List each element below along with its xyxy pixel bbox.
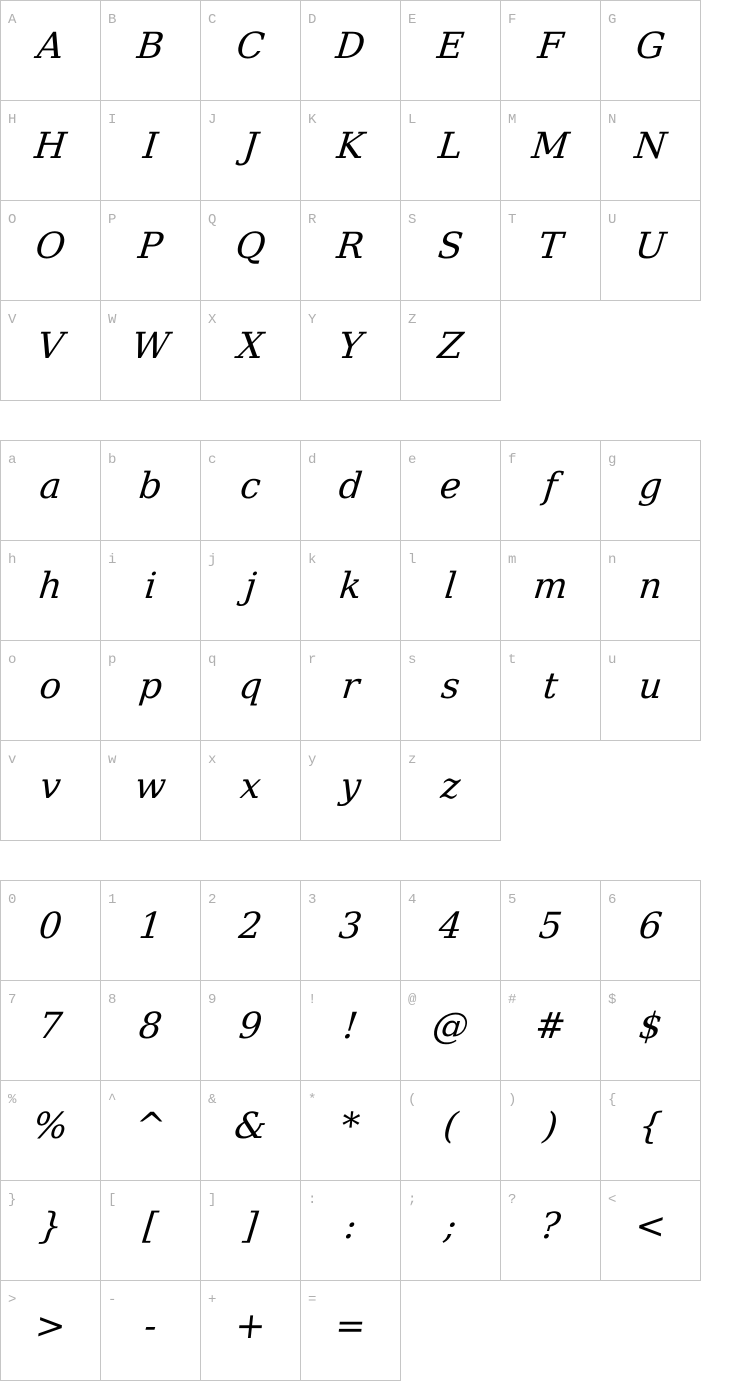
char-cell-lowercase-17 [301, 641, 401, 741]
character-code-label: M [508, 112, 517, 128]
handwritten-glyph: < [633, 1206, 668, 1247]
handwritten-glyph: C [234, 26, 267, 67]
character-code-label: Y [308, 312, 317, 328]
handwritten-glyph: x [238, 766, 263, 807]
character-code-label: W [108, 312, 117, 328]
character-code-label: n [608, 552, 617, 568]
handwritten-glyph: f [541, 466, 560, 507]
handwritten-glyph: 1 [136, 906, 165, 947]
character-code-label: A [8, 12, 17, 28]
character-code-label: $ [608, 992, 617, 1008]
character-code-label: & [208, 1092, 217, 1108]
char-cell-lowercase-25 [401, 741, 501, 841]
handwritten-glyph: 9 [236, 1006, 265, 1047]
char-cell-lowercase-13 [601, 541, 701, 641]
handwritten-glyph: I [141, 126, 160, 167]
character-code-label: < [608, 1192, 617, 1208]
char-cell-symbols-30 [201, 1281, 301, 1381]
char-cell-uppercase-0 [1, 1, 101, 101]
char-cell-lowercase-24 [301, 741, 401, 841]
handwritten-glyph: : [342, 1206, 359, 1247]
char-cell-symbols-3 [301, 881, 401, 981]
handwritten-glyph: a [37, 466, 64, 507]
char-cell-lowercase-10 [301, 541, 401, 641]
character-code-label: m [508, 552, 517, 568]
char-cell-uppercase-25 [401, 301, 501, 401]
handwritten-glyph: e [437, 466, 464, 507]
handwritten-glyph: c [238, 466, 263, 507]
char-cell-symbols-22 [101, 1181, 201, 1281]
char-cell-uppercase-16 [201, 201, 301, 301]
char-cell-symbols-27 [601, 1181, 701, 1281]
char-cell-uppercase-6 [601, 1, 701, 101]
char-cell-symbols-14 [1, 1081, 101, 1181]
character-code-label: j [208, 552, 217, 568]
character-code-label: C [208, 12, 217, 28]
handwritten-glyph: 4 [436, 906, 465, 947]
char-cell-lowercase-9 [201, 541, 301, 641]
character-code-label: K [308, 112, 317, 128]
handwritten-glyph: R [334, 226, 367, 267]
char-cell-lowercase-22 [101, 741, 201, 841]
character-code-label: X [208, 312, 217, 328]
handwritten-glyph: X [235, 326, 266, 367]
char-cell-lowercase-2 [201, 441, 301, 541]
char-cell-uppercase-24 [301, 301, 401, 401]
char-cell-symbols-15 [101, 1081, 201, 1181]
character-code-label: g [608, 452, 617, 468]
char-cell-symbols-0 [1, 881, 101, 981]
character-code-label: 8 [108, 992, 117, 1008]
char-cell-lowercase-11 [401, 541, 501, 641]
character-code-label: * [308, 1092, 317, 1108]
char-cell-symbols-21 [1, 1181, 101, 1281]
char-cell-lowercase-16 [201, 641, 301, 741]
char-cell-uppercase-1 [101, 1, 201, 101]
char-cell-uppercase-17 [301, 201, 401, 301]
handwritten-glyph: G [634, 26, 668, 67]
handwritten-glyph: ) [541, 1106, 560, 1147]
handwritten-glyph: h [36, 566, 65, 607]
char-cell-uppercase-13 [601, 101, 701, 201]
char-cell-symbols-28 [1, 1281, 101, 1381]
char-cell-uppercase-11 [401, 101, 501, 201]
character-code-label: R [308, 212, 317, 228]
character-code-label: c [208, 452, 217, 468]
character-code-label: 5 [508, 892, 517, 908]
char-cell-symbols-31 [301, 1281, 401, 1381]
char-cell-uppercase-3 [301, 1, 401, 101]
char-cell-uppercase-9 [201, 101, 301, 201]
handwritten-glyph: ] [241, 1206, 260, 1247]
handwritten-glyph: ! [341, 1006, 360, 1047]
char-cell-symbols-4 [401, 881, 501, 981]
char-cell-symbols-20 [601, 1081, 701, 1181]
character-code-label: @ [408, 992, 417, 1008]
character-code-label: B [108, 12, 117, 28]
handwritten-glyph: u [636, 666, 665, 707]
handwritten-glyph: 8 [136, 1006, 165, 1047]
char-cell-symbols-18 [401, 1081, 501, 1181]
handwritten-glyph: M [529, 126, 572, 167]
character-code-label: 9 [208, 992, 217, 1008]
handwritten-glyph: K [334, 126, 367, 167]
char-cell-lowercase-20 [601, 641, 701, 741]
char-cell-symbols-11 [401, 981, 501, 1081]
character-code-label: ; [408, 1192, 417, 1208]
handwritten-glyph: N [632, 126, 669, 167]
handwritten-glyph: D [333, 26, 368, 67]
character-code-label: v [8, 752, 17, 768]
handwritten-glyph: Y [336, 326, 365, 367]
char-cell-symbols-7 [1, 981, 101, 1081]
handwritten-glyph: F [535, 26, 566, 67]
handwritten-glyph: s [439, 666, 462, 707]
char-cell-lowercase-14 [1, 641, 101, 741]
handwritten-glyph: Z [435, 326, 466, 367]
handwritten-glyph: A [35, 26, 66, 67]
char-cell-lowercase-21 [1, 741, 101, 841]
char-cell-lowercase-4 [401, 441, 501, 541]
handwritten-glyph: m [531, 566, 570, 607]
character-code-label: F [508, 12, 517, 28]
char-cell-uppercase-5 [501, 1, 601, 101]
character-code-label: 7 [8, 992, 17, 1008]
handwritten-glyph: 3 [336, 906, 365, 947]
character-code-label: H [8, 112, 17, 128]
character-code-label: > [8, 1292, 17, 1308]
character-code-label: # [508, 992, 517, 1008]
character-code-label: 3 [308, 892, 317, 908]
character-code-label: + [208, 1292, 217, 1308]
character-code-label: O [8, 212, 17, 228]
char-cell-uppercase-22 [101, 301, 201, 401]
character-code-label: l [408, 552, 417, 568]
character-code-label: % [8, 1092, 17, 1108]
handwritten-glyph: l [442, 566, 459, 607]
handwritten-glyph: n [636, 566, 665, 607]
character-code-label: x [208, 752, 217, 768]
character-code-label: ? [508, 1192, 517, 1208]
character-code-label: U [608, 212, 617, 228]
handwritten-glyph: Q [233, 226, 268, 267]
character-code-label: d [308, 452, 317, 468]
char-cell-uppercase-15 [101, 201, 201, 301]
handwritten-glyph: 0 [36, 906, 65, 947]
char-cell-lowercase-8 [101, 541, 201, 641]
character-code-label: E [408, 12, 417, 28]
character-code-label: ^ [108, 1092, 117, 1108]
handwritten-glyph: t [541, 666, 560, 707]
handwritten-glyph: ( [441, 1106, 460, 1147]
character-code-label: 6 [608, 892, 617, 908]
handwritten-glyph: V [35, 326, 66, 367]
char-cell-lowercase-7 [1, 541, 101, 641]
handwritten-glyph: y [338, 766, 363, 807]
handwritten-glyph: v [38, 766, 63, 807]
character-code-label: i [108, 552, 117, 568]
character-code-label: V [8, 312, 17, 328]
char-cell-uppercase-14 [1, 201, 101, 301]
handwritten-glyph: z [438, 766, 463, 807]
char-cell-symbols-1 [101, 881, 201, 981]
character-code-label: a [8, 452, 17, 468]
character-code-label: 0 [8, 892, 17, 908]
handwritten-glyph: @ [430, 1006, 471, 1047]
character-code-label: ! [308, 992, 317, 1008]
handwritten-glyph: + [233, 1306, 268, 1347]
character-code-label: } [8, 1192, 17, 1208]
character-code-label: J [208, 112, 217, 128]
char-cell-symbols-23 [201, 1181, 301, 1281]
character-code-label: 4 [408, 892, 417, 908]
handwritten-glyph: W [129, 326, 172, 367]
character-code-label: ( [408, 1092, 417, 1108]
handwritten-glyph: q [236, 666, 265, 707]
char-cell-lowercase-1 [101, 441, 201, 541]
handwritten-glyph: p [136, 666, 165, 707]
handwritten-glyph: # [533, 1006, 568, 1047]
character-code-label: r [308, 652, 317, 668]
handwritten-glyph: % [31, 1106, 70, 1147]
char-cell-symbols-29 [101, 1281, 201, 1381]
char-cell-symbols-8 [101, 981, 201, 1081]
character-code-label: w [108, 752, 117, 768]
handwritten-glyph: g [636, 466, 665, 507]
char-cell-uppercase-20 [601, 201, 701, 301]
character-code-label: q [208, 652, 217, 668]
char-cell-uppercase-19 [501, 201, 601, 301]
character-code-label: T [508, 212, 517, 228]
character-code-label: Z [408, 312, 417, 328]
handwritten-glyph: = [333, 1306, 368, 1347]
char-cell-lowercase-6 [601, 441, 701, 541]
character-code-label: D [308, 12, 317, 28]
handwritten-glyph: 2 [236, 906, 265, 947]
character-code-label: = [308, 1292, 317, 1308]
handwritten-glyph: i [142, 566, 159, 607]
handwritten-glyph: k [337, 566, 364, 607]
char-cell-symbols-24 [301, 1181, 401, 1281]
char-cell-uppercase-21 [1, 301, 101, 401]
character-code-label: s [408, 652, 417, 668]
character-code-label: L [408, 112, 417, 128]
character-code-label: b [108, 452, 117, 468]
char-cell-lowercase-0 [1, 441, 101, 541]
handwritten-glyph: P [136, 226, 165, 267]
handwritten-glyph: H [32, 126, 69, 167]
handwritten-glyph: - [142, 1306, 159, 1347]
char-cell-lowercase-19 [501, 641, 601, 741]
handwritten-glyph: U [633, 226, 668, 267]
handwritten-glyph: 6 [636, 906, 665, 947]
character-code-label: 1 [108, 892, 117, 908]
character-code-label: u [608, 652, 617, 668]
character-code-label: [ [108, 1192, 117, 1208]
handwritten-glyph: S [436, 226, 466, 267]
handwritten-glyph: r [339, 666, 362, 707]
char-cell-lowercase-23 [201, 741, 301, 841]
handwritten-glyph: b [136, 466, 165, 507]
handwritten-glyph: 5 [536, 906, 565, 947]
handwritten-glyph: j [242, 566, 259, 607]
char-cell-symbols-12 [501, 981, 601, 1081]
uppercase-specimen-grid [0, 0, 701, 401]
handwritten-glyph: ^ [133, 1106, 168, 1147]
character-code-label: I [108, 112, 117, 128]
char-cell-uppercase-4 [401, 1, 501, 101]
handwritten-glyph: L [436, 126, 465, 167]
char-cell-uppercase-18 [401, 201, 501, 301]
character-code-label: Q [208, 212, 217, 228]
handwritten-glyph: T [536, 226, 565, 267]
character-code-label: o [8, 652, 17, 668]
char-cell-symbols-10 [301, 981, 401, 1081]
handwritten-glyph: B [135, 26, 166, 67]
character-code-label: z [408, 752, 417, 768]
char-cell-uppercase-23 [201, 301, 301, 401]
handwritten-glyph: [ [141, 1206, 160, 1247]
character-code-label: N [608, 112, 617, 128]
character-code-label: : [308, 1192, 317, 1208]
lowercase-specimen-grid [0, 440, 701, 841]
character-code-label: { [608, 1092, 617, 1108]
char-cell-uppercase-12 [501, 101, 601, 201]
character-code-label: S [408, 212, 417, 228]
char-cell-symbols-13 [601, 981, 701, 1081]
char-cell-uppercase-2 [201, 1, 301, 101]
handwritten-glyph: > [33, 1306, 68, 1347]
character-code-label: k [308, 552, 317, 568]
char-cell-symbols-6 [601, 881, 701, 981]
char-cell-uppercase-8 [101, 101, 201, 201]
character-code-label: p [108, 652, 117, 668]
char-cell-symbols-5 [501, 881, 601, 981]
char-cell-symbols-26 [501, 1181, 601, 1281]
handwritten-glyph: ; [442, 1206, 459, 1247]
character-code-label: ] [208, 1192, 217, 1208]
handwritten-glyph: * [339, 1106, 362, 1147]
char-cell-symbols-9 [201, 981, 301, 1081]
handwritten-glyph: & [232, 1106, 269, 1147]
char-cell-symbols-17 [301, 1081, 401, 1181]
char-cell-symbols-19 [501, 1081, 601, 1181]
character-code-label: y [308, 752, 317, 768]
character-code-label: h [8, 552, 17, 568]
handwritten-glyph: O [33, 226, 68, 267]
char-cell-uppercase-10 [301, 101, 401, 201]
char-cell-symbols-25 [401, 1181, 501, 1281]
character-code-label: - [108, 1292, 117, 1308]
character-code-label: P [108, 212, 117, 228]
character-code-label: G [608, 12, 617, 28]
char-cell-lowercase-5 [501, 441, 601, 541]
char-cell-symbols-16 [201, 1081, 301, 1181]
character-code-label: ) [508, 1092, 517, 1108]
symbols-specimen-grid [0, 880, 701, 1381]
handwritten-glyph: d [336, 466, 365, 507]
char-cell-lowercase-12 [501, 541, 601, 641]
handwritten-glyph: w [132, 766, 169, 807]
handwritten-glyph: E [435, 26, 466, 67]
handwritten-glyph: $ [636, 1006, 665, 1047]
char-cell-lowercase-3 [301, 441, 401, 541]
handwritten-glyph: o [37, 666, 64, 707]
character-code-label: t [508, 652, 517, 668]
char-cell-lowercase-15 [101, 641, 201, 741]
char-cell-lowercase-18 [401, 641, 501, 741]
char-cell-uppercase-7 [1, 101, 101, 201]
character-code-label: 2 [208, 892, 217, 908]
character-code-label: f [508, 452, 517, 468]
character-code-label: e [408, 452, 417, 468]
handwritten-glyph: } [36, 1206, 65, 1247]
handwritten-glyph: ? [538, 1206, 563, 1247]
handwritten-glyph: 7 [36, 1006, 65, 1047]
handwritten-glyph: { [636, 1106, 665, 1147]
handwritten-glyph: J [241, 126, 260, 167]
char-cell-symbols-2 [201, 881, 301, 981]
